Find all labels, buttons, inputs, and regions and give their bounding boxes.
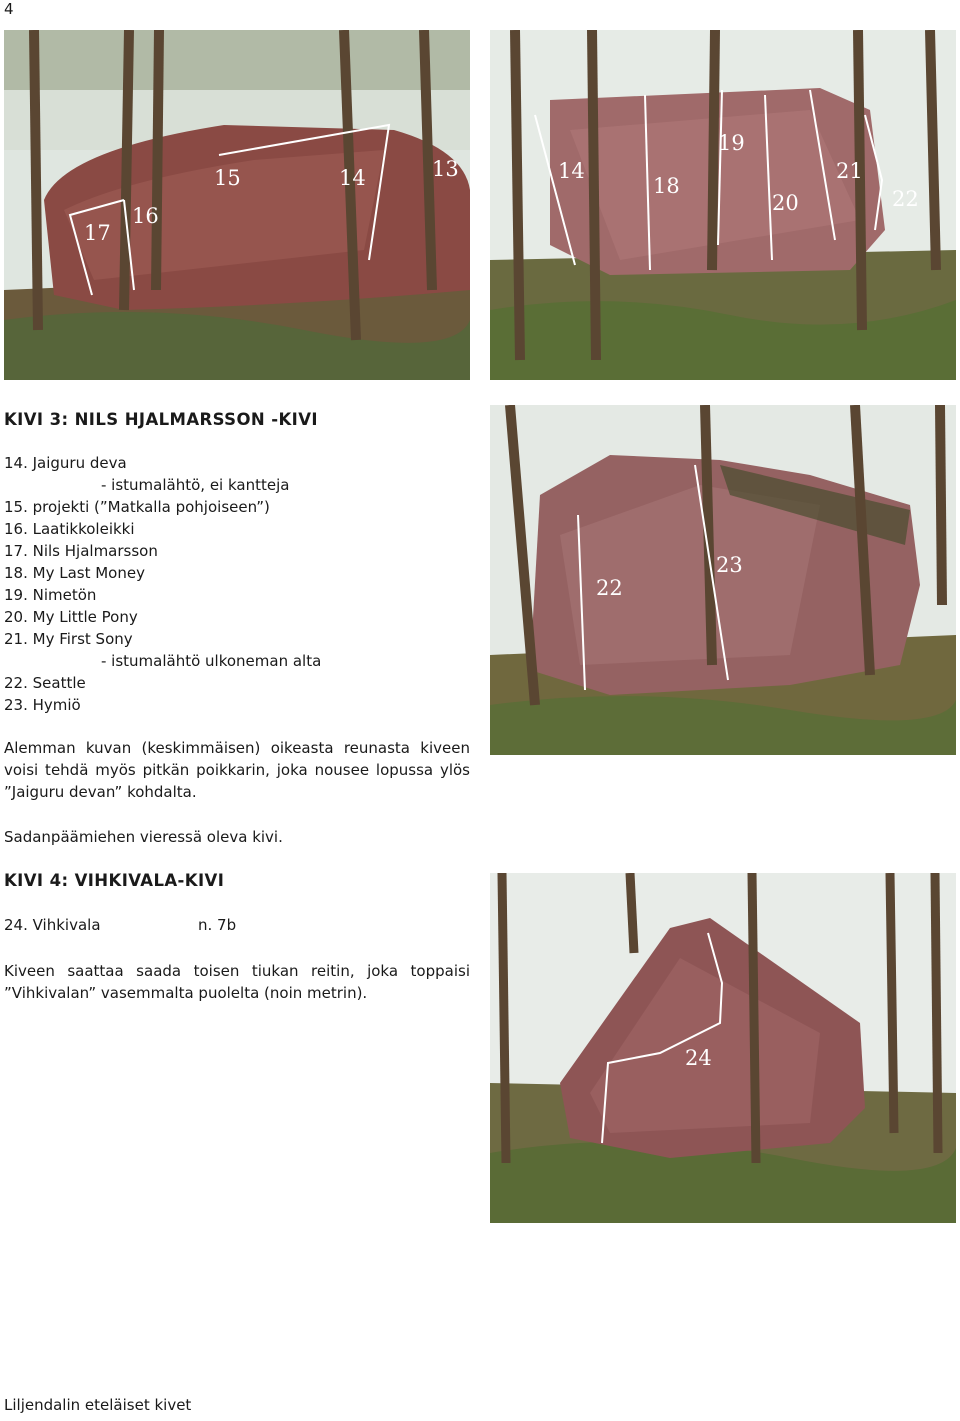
kivi4-route-grade: n. 7b (198, 916, 237, 934)
boulder-photo-middle-right (490, 405, 956, 755)
route-item: 20. My Little Pony (4, 608, 138, 626)
route-item: 21. My First Sony (4, 630, 133, 648)
boulder-photo-top-right (490, 30, 956, 380)
route-label: 15 (214, 166, 241, 190)
route-item: 19. Nimetön (4, 586, 97, 604)
route-label: 17 (84, 221, 111, 245)
route-item: 18. My Last Money (4, 564, 145, 582)
kivi3-heading: KIVI 3: NILS HJALMARSSON -KIVI (4, 410, 318, 429)
route-item: 15. projekti (”Matkalla pohjoiseen”) (4, 498, 270, 516)
kivi3-note: Alemman kuvan (keskimmäisen) oikeasta reunasta kiveen voisi tehdä myös pitkän poikkarin, joka nousee lopussa ylös ”Jaiguru devan” kohdalta. (4, 739, 470, 801)
route-subnote: - istumalähtö ulkoneman alta (101, 652, 322, 670)
kivi4-route-name: 24. Vihkivala (4, 916, 101, 934)
route-label: 18 (653, 174, 680, 198)
route-label: 22 (596, 576, 623, 600)
route-label: 16 (132, 204, 159, 228)
route-label: 13 (432, 157, 459, 181)
route-item: 23. Hymiö (4, 696, 81, 714)
kivi4-note: Kiveen saattaa saada toisen tiukan reitin, joka toppaisi ”Vihkivalan” vasemmalta puolelta (noin metrin). (4, 962, 470, 1002)
route-item: 17. Nils Hjalmarsson (4, 542, 158, 560)
kivi4-heading: KIVI 4: VIHKIVALA-KIVI (4, 871, 225, 890)
boulder-photo-top-left (4, 30, 470, 380)
route-label: 24 (685, 1046, 712, 1070)
page-number: 4 (4, 0, 14, 18)
route-label: 22 (892, 187, 919, 211)
route-item: 14. Jaiguru deva (4, 454, 127, 472)
route-item: 16. Laatikkoleikki (4, 520, 135, 538)
page-footer: Liljendalin eteläiset kivet (4, 1396, 192, 1414)
route-label: 21 (836, 159, 863, 183)
location-note: Sadanpäämiehen vieressä oleva kivi. (4, 828, 283, 846)
boulder-photo-bottom-right (490, 873, 956, 1223)
route-subnote: - istumalähtö, ei kantteja (101, 476, 290, 494)
route-label: 14 (339, 166, 366, 190)
route-label: 20 (772, 191, 799, 215)
route-label: 14 (558, 159, 585, 183)
route-label: 19 (718, 131, 745, 155)
route-item: 22. Seattle (4, 674, 86, 692)
route-label: 23 (716, 553, 743, 577)
